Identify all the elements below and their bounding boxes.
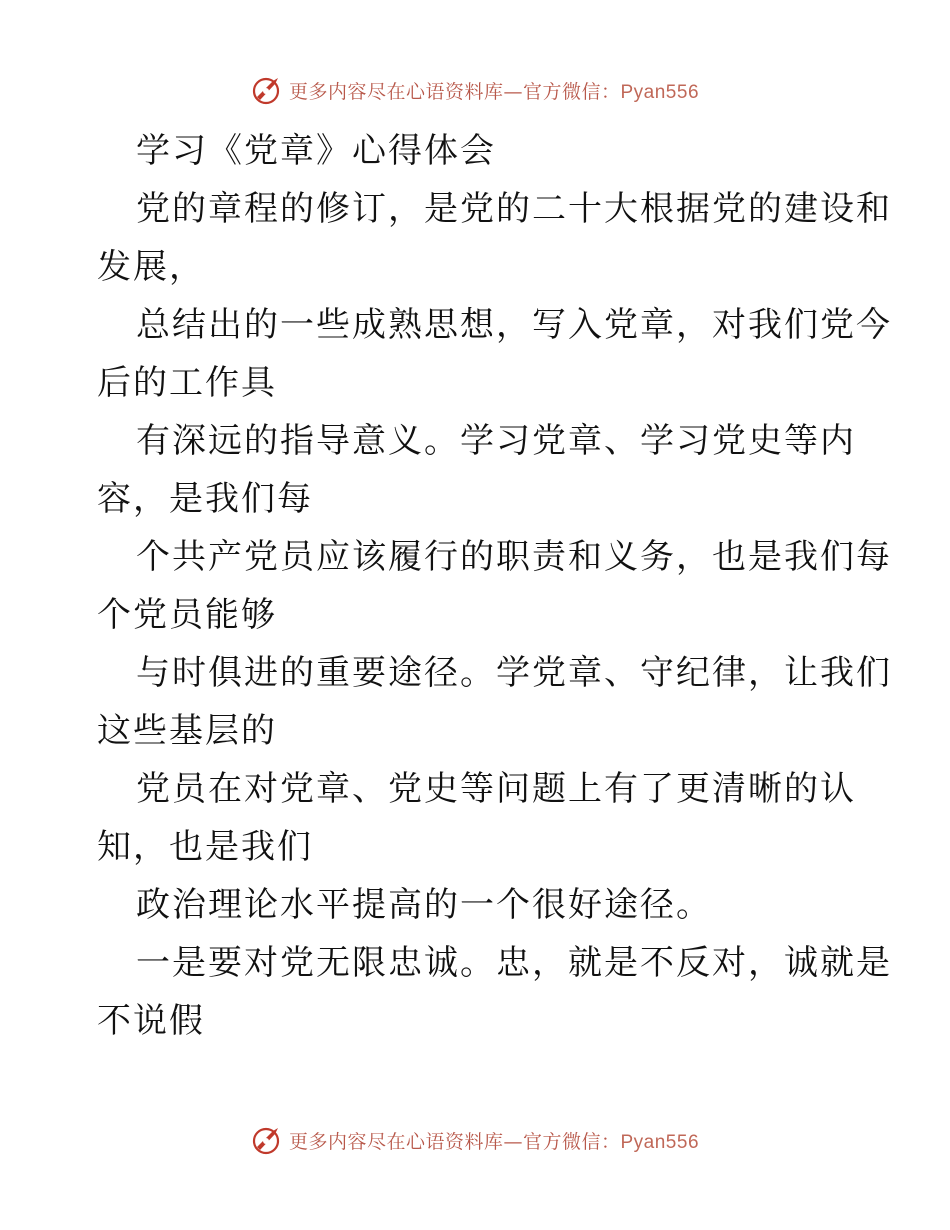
footer-dash: — bbox=[503, 1130, 523, 1153]
footer-banner-text bbox=[289, 1127, 699, 1154]
paragraph-line: 党员在对党章、党史等问题上有了更清晰的认 bbox=[136, 769, 856, 809]
footer-site-text: 更多内容尽在心语资料库 bbox=[288, 1130, 504, 1153]
header-wechat-id: Pyan556 bbox=[620, 81, 700, 103]
header-banner bbox=[0, 68, 950, 112]
paragraph-line: 有深远的指导意义。学习党章、学习党史等内 bbox=[136, 421, 856, 461]
paragraph-line: 知，也是我们 bbox=[97, 827, 313, 867]
paragraph-line: 个共产党员应该履行的职责和义务，也是我们每 bbox=[136, 537, 892, 577]
header-wechat-label: 官方微信： bbox=[522, 80, 621, 103]
header-banner-text bbox=[289, 77, 699, 104]
footer-banner bbox=[0, 1118, 950, 1162]
document-title: 学习《党章》心得体会 bbox=[136, 131, 496, 171]
header-dash: — bbox=[503, 80, 523, 103]
paragraph-line: 发展， bbox=[97, 247, 205, 287]
paragraph-line: 一是要对党无限忠诚。忠，就是不反对，诚就是 bbox=[136, 943, 892, 983]
document-body bbox=[97, 122, 892, 1050]
pen-logo-icon bbox=[251, 1123, 285, 1157]
paragraph-line: 总结出的一些成熟思想，写入党章，对我们党今 bbox=[136, 305, 892, 345]
paragraph-line: 与时俱进的重要途径。学党章、守纪律，让我们 bbox=[136, 653, 892, 693]
paragraph-line: 容，是我们每 bbox=[97, 479, 313, 519]
paragraph-line: 政治理论水平提高的一个很好途径。 bbox=[136, 885, 712, 925]
paragraph-line: 后的工作具 bbox=[97, 363, 277, 403]
header-site-text: 更多内容尽在心语资料库 bbox=[288, 80, 504, 103]
pen-logo-icon bbox=[251, 73, 285, 107]
paragraph-line: 党的章程的修订，是党的二十大根据党的建设和 bbox=[136, 189, 892, 229]
footer-wechat-label: 官方微信： bbox=[522, 1130, 621, 1153]
footer-wechat-id: Pyan556 bbox=[620, 1131, 700, 1153]
paragraph-line: 不说假 bbox=[97, 1001, 205, 1041]
paragraph-line: 这些基层的 bbox=[97, 711, 277, 751]
paragraph-line: 个党员能够 bbox=[97, 595, 277, 635]
